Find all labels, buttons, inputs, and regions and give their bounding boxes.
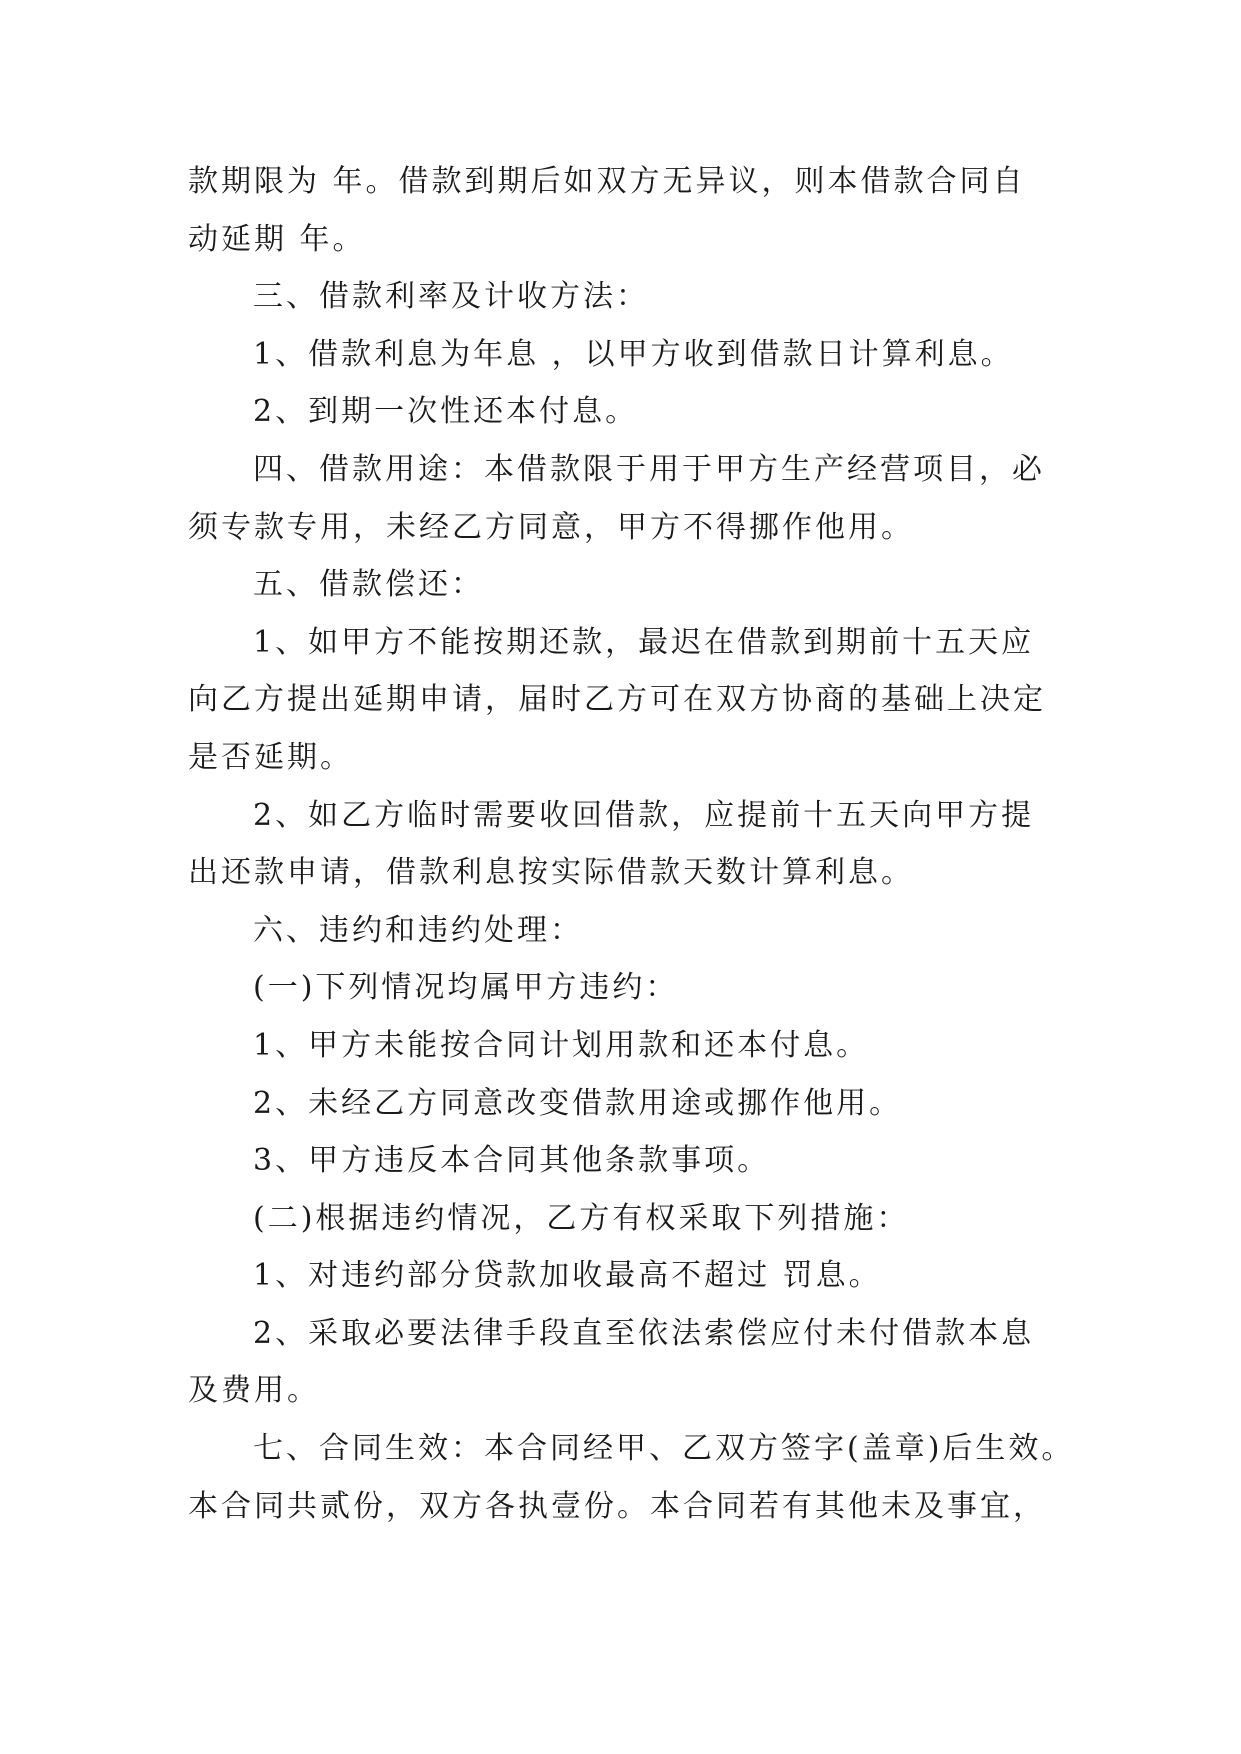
text-line: 向乙方提出延期申请，届时乙方可在双方协商的基础上决定 <box>188 682 1046 718</box>
text-line: 2、未经乙方同意改变借款用途或挪作他用。 <box>253 1085 903 1121</box>
text-line: 2、到期一次性还本付息。 <box>253 394 639 430</box>
text-line: 1、如甲方不能按期还款，最迟在借款到期前十五天应 <box>253 624 1035 660</box>
text-line: 1、对违约部分贷款加收最高不超过 罚息。 <box>253 1258 882 1294</box>
text-line: 款期限为 年。借款到期后如双方无异议，则本借款合同自 <box>188 164 1026 199</box>
document-body <box>188 153 1075 1535</box>
text-line: 1、借款利息为年息 ，以甲方收到借款日计算利息。 <box>253 336 1014 372</box>
text-line: 2、采取必要法律手段直至依法索偿应付未付借款本息 <box>253 1315 1035 1351</box>
text-line: 1、甲方未能按合同计划用款和还本付息。 <box>253 1027 870 1063</box>
text-line: 本合同共贰份，双方各执壹份。本合同若有其他未及事宜， <box>188 1488 1046 1524</box>
text-line: 须专款专用，未经乙方同意，甲方不得挪作他用。 <box>188 509 914 545</box>
section-heading: 七、合同生效：本合同经甲、乙双方签字(盖章)后生效。 <box>253 1431 1075 1467</box>
section-heading: 三、借款利率及计收方法： <box>253 279 649 315</box>
section-heading: 四、借款用途：本借款限于用于甲方生产经营项目，必 <box>253 451 1045 487</box>
subsection-heading: (二)根据违约情况，乙方有权采取下列措施： <box>253 1200 910 1236</box>
text-line: 出还款申请，借款利息按实际借款天数计算利息。 <box>188 855 914 891</box>
subsection-heading: (一)下列情况均属甲方违约： <box>253 970 679 1006</box>
section-heading: 五、借款偿还： <box>253 567 484 603</box>
text-line: 是否延期。 <box>188 739 353 775</box>
section-heading: 六、违约和违约处理： <box>253 912 583 948</box>
text-line: 3、甲方违反本合同其他条款事项。 <box>253 1143 771 1179</box>
text-line: 动延期 年。 <box>188 221 366 257</box>
text-line: 及费用。 <box>188 1373 320 1409</box>
text-line: 2、如乙方临时需要收回借款，应提前十五天向甲方提 <box>253 797 1035 833</box>
